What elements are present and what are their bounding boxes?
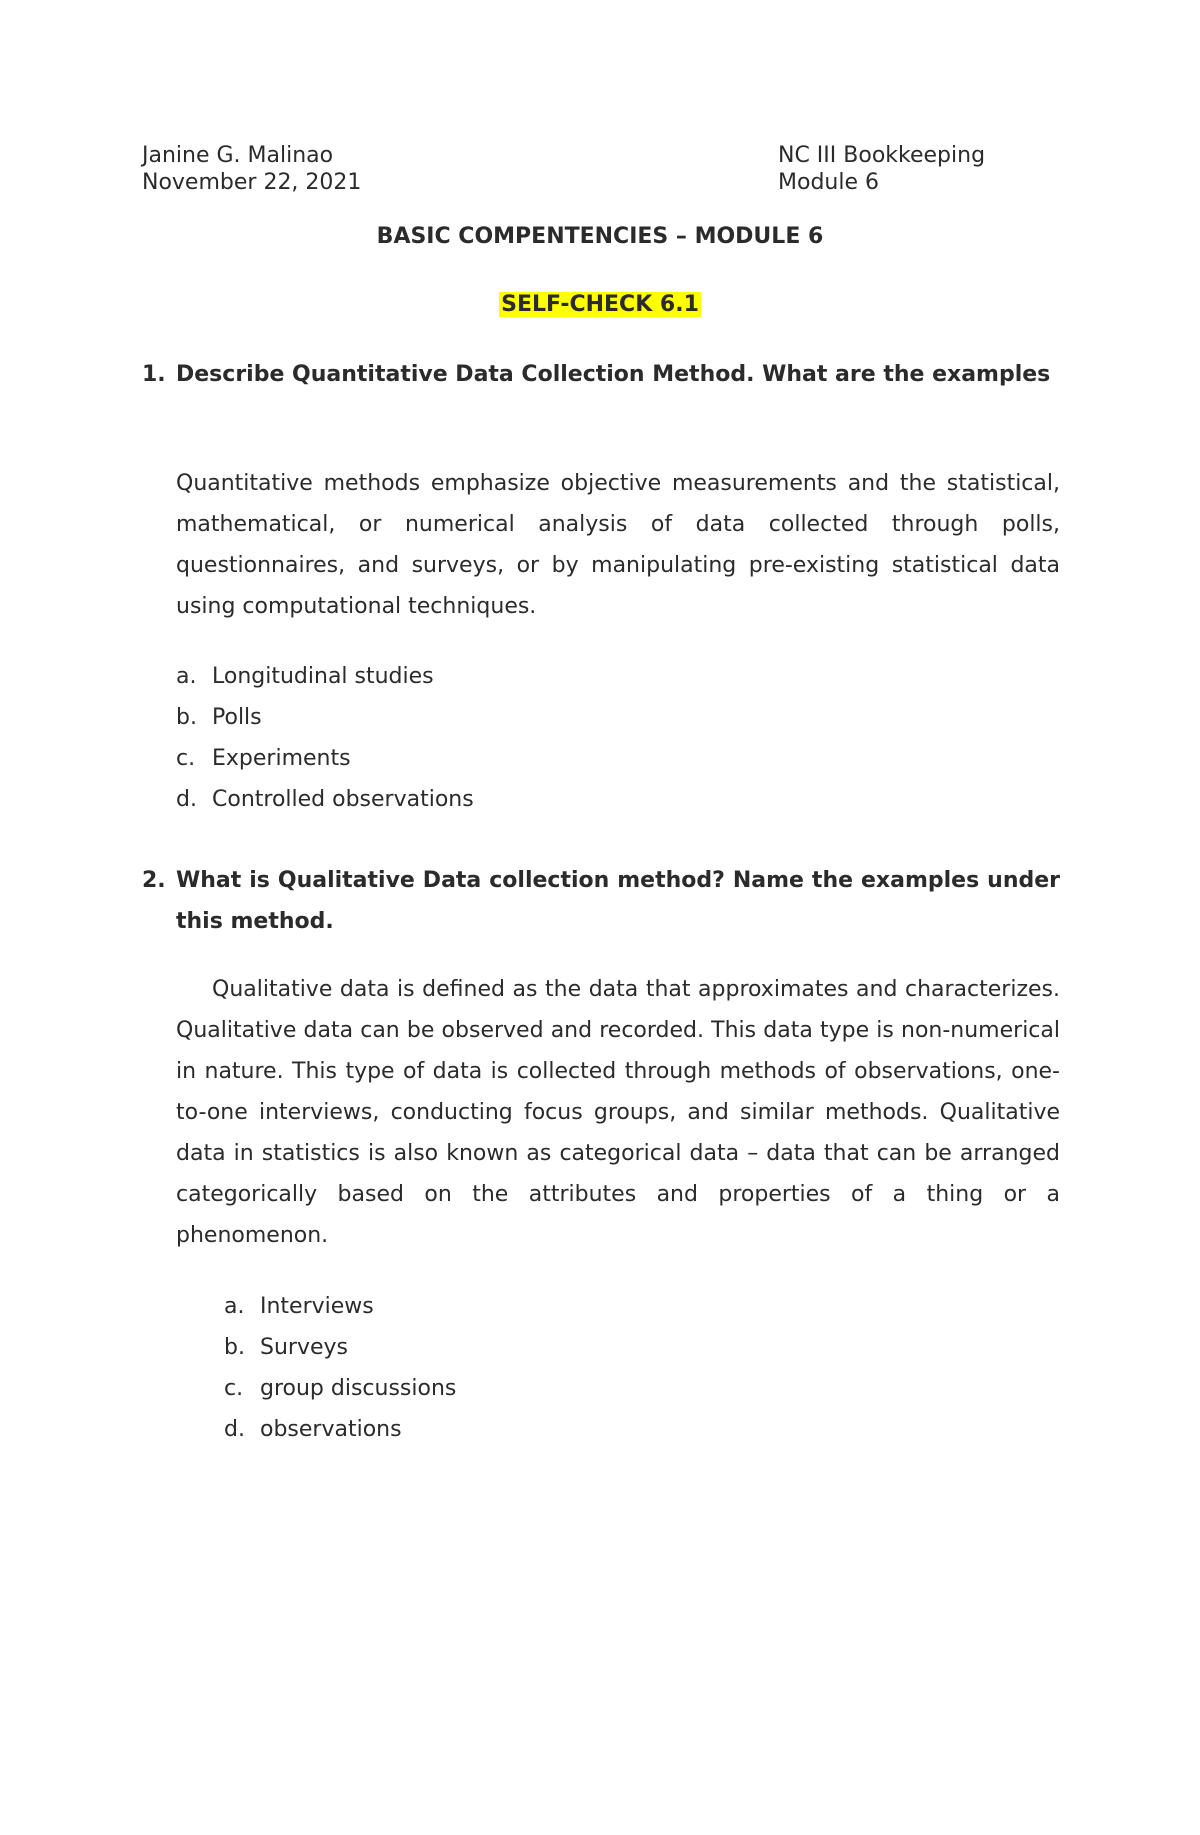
list-item: [224, 1286, 456, 1327]
course-name: NC III Bookkeeping: [778, 143, 986, 168]
list-marker: b.: [224, 1335, 245, 1360]
list-item: [176, 738, 474, 779]
list-marker: c.: [224, 1376, 244, 1401]
list-item-text: observations: [260, 1417, 402, 1442]
self-check-highlight: SELF-CHECK 6.1: [501, 292, 699, 317]
list-item: [224, 1327, 456, 1368]
answer-2: Qualitative data is defined as the data that approximates and characterizes. Qualitative data can be observed and recorded. This data type is non-numerical in nature. This type of data is collected through methods of observations, one-to-one interviews, conducting focus groups, and similar methods. Qualitative data in statistics is also known as categorical data – data that can be arranged categorically based on the attributes and properties of a thing or a phenomenon.: [176, 977, 1060, 1248]
document-title: BASIC COMPENTENCIES – MODULE 6: [376, 224, 824, 249]
answer-1: Quantitative methods emphasize objective measurements and the statistical, mathematical, or numerical analysis of data collected through polls, questionnaires, and surveys, or by manipulating pre-existing statistical data using computational techniques.: [176, 471, 1060, 619]
list-item: [176, 656, 474, 697]
list-item: [224, 1368, 457, 1409]
list-item-text: Controlled observations: [212, 787, 474, 812]
header-left: [142, 142, 361, 196]
header-right: [778, 142, 985, 196]
question-2: [142, 860, 1060, 942]
module-label: Module 6: [778, 170, 879, 195]
list-marker: b.: [176, 705, 197, 730]
list-item: [176, 779, 474, 820]
list-item-text: Polls: [212, 705, 262, 730]
question-text: What is Qualitative Data collection method? Name the examples under this method.: [176, 868, 1060, 934]
list-item: [224, 1409, 456, 1450]
submission-date: November 22, 2021: [142, 170, 362, 195]
list-item-text: Experiments: [212, 746, 351, 771]
list-item-text: Interviews: [260, 1294, 374, 1319]
list-marker: d.: [176, 787, 197, 812]
list-marker: a.: [224, 1294, 245, 1319]
self-check-heading: [0, 292, 1200, 317]
list-marker: c.: [176, 746, 196, 771]
examples-list-2: [224, 1286, 457, 1450]
list-item-text: group discussions: [260, 1376, 457, 1401]
question-number: 1.: [142, 362, 166, 387]
author-name: Janine G. Malinao: [142, 143, 334, 168]
question-1: [142, 354, 1060, 395]
examples-list-1: [176, 656, 474, 820]
list-item-text: Longitudinal studies: [212, 664, 434, 689]
list-marker: a.: [176, 664, 197, 689]
list-marker: d.: [224, 1417, 245, 1442]
list-item-text: Surveys: [260, 1335, 348, 1360]
list-item: [176, 697, 474, 738]
question-number: 2.: [142, 868, 166, 893]
question-text: Describe Quantitative Data Collection Method. What are the examples: [176, 362, 1051, 387]
